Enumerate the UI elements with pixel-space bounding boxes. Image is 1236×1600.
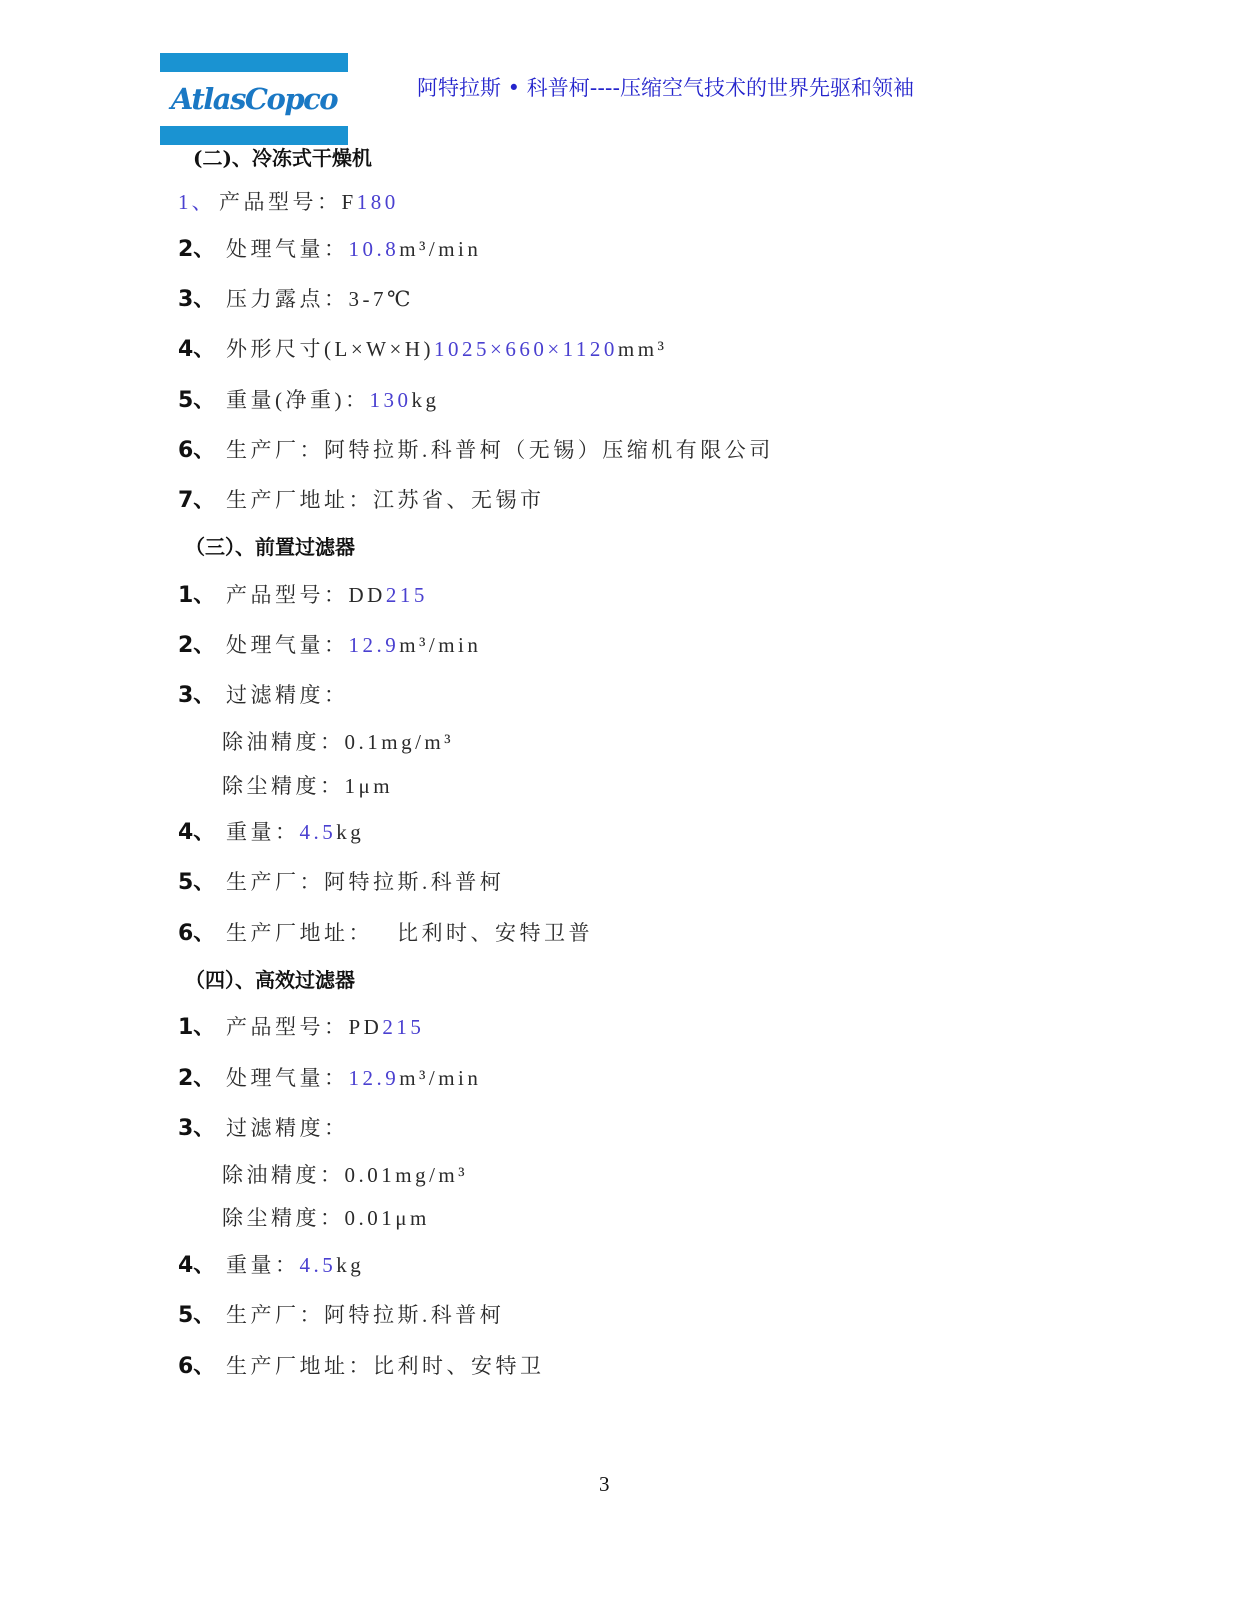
spec-line-filtration-precision <box>178 1114 349 1142</box>
spec-subline-oil-removal <box>222 1161 468 1189</box>
item-value: PD <box>348 1015 383 1039</box>
item-label: 生产厂地址： <box>226 921 373 945</box>
item-label: 重量： <box>226 1253 300 1277</box>
spec-line-weight <box>178 818 364 846</box>
item-number: 2、 <box>178 237 216 262</box>
item-number: 6、 <box>178 1354 216 1379</box>
item-label: 处理气量： <box>226 1066 349 1090</box>
item-value: 3-7℃ <box>348 287 414 311</box>
item-label: 重量： <box>226 820 300 844</box>
spec-line-model <box>178 1013 424 1041</box>
item-label: 除油精度： <box>222 1163 345 1187</box>
item-unit: m³/min <box>399 1066 482 1090</box>
item-label: 过滤精度： <box>226 1116 349 1140</box>
item-unit: m³/min <box>399 237 482 261</box>
section-title-pre-filter: （三）、前置过滤器 <box>185 535 355 559</box>
item-label: 处理气量： <box>226 237 349 261</box>
spec-line-manufacturer <box>178 868 504 896</box>
item-number: 2、 <box>178 1066 216 1091</box>
item-label: 重量(净重)： <box>226 388 370 412</box>
item-label: 产品型号： <box>226 1015 349 1039</box>
item-number: 5、 <box>178 870 216 895</box>
spec-line-filtration-precision <box>178 681 349 709</box>
item-value: 1μm <box>344 774 394 798</box>
item-number: 5、 <box>178 388 216 413</box>
spec-line-model <box>178 188 399 216</box>
spec-line-manufacturer-address <box>178 486 545 514</box>
item-label: 生产厂地址：比利时、安特卫 <box>226 1354 545 1378</box>
item-value: DD <box>348 583 386 607</box>
item-label: 过滤精度： <box>226 683 349 707</box>
item-number: 1、 <box>178 583 216 608</box>
page-number: 3 <box>599 1472 610 1496</box>
item-label: 生产厂：阿特拉斯.科普柯 <box>226 1303 505 1327</box>
item-number: 3、 <box>178 1116 216 1141</box>
item-unit: kg <box>411 388 440 412</box>
item-unit: kg <box>336 820 365 844</box>
item-label: 生产厂：阿特拉斯.科普柯（无锡）压缩机有限公司 <box>226 438 774 462</box>
logo-wordmark: AtlasCopco <box>170 82 338 116</box>
section-title-high-efficiency-filter: （四）、高效过滤器 <box>185 968 355 992</box>
logo-bottom-bar <box>160 126 348 145</box>
item-label: 外形尺寸(L×W×H) <box>226 337 434 361</box>
item-number: 3、 <box>178 287 216 312</box>
item-label: 压力露点： <box>226 287 349 311</box>
logo-top-bar <box>160 53 348 72</box>
header-tagline: 阿特拉斯 • 科普柯----压缩空气技术的世界先驱和领袖 <box>417 76 915 100</box>
spec-line-air-flow <box>178 1064 481 1092</box>
spec-line-weight <box>178 386 440 414</box>
item-label: 除尘精度： <box>222 1206 345 1230</box>
item-number: 4、 <box>178 337 216 362</box>
item-number: 6、 <box>178 438 216 463</box>
item-label: 产品型号： <box>226 583 349 607</box>
item-label: 产品型号： <box>219 190 342 214</box>
item-value: F <box>341 190 357 214</box>
item-value-accent: 130 <box>369 388 412 412</box>
item-value-accent: 10.8 <box>348 237 400 261</box>
item-value: 比利时、安特卫普 <box>397 921 593 945</box>
item-value-accent: 215 <box>385 583 428 607</box>
item-value: 0.01mg/m³ <box>344 1163 469 1187</box>
item-number: 2、 <box>178 633 216 658</box>
atlas-copco-logo <box>160 53 348 145</box>
item-value-accent: 4.5 <box>299 1253 337 1277</box>
spec-line-dew-point <box>178 285 414 313</box>
item-unit: m³/min <box>399 633 482 657</box>
item-number: 1、 <box>178 1015 216 1040</box>
item-value: 0.01μm <box>344 1206 430 1230</box>
spec-line-manufacturer-address <box>178 919 593 947</box>
item-value-accent: 12.9 <box>348 633 400 657</box>
item-number: 4、 <box>178 820 216 845</box>
item-label: 除尘精度： <box>222 774 345 798</box>
item-value-accent: 215 <box>382 1015 425 1039</box>
item-number: 4、 <box>178 1253 216 1278</box>
spec-line-manufacturer <box>178 1301 504 1329</box>
item-label: 处理气量： <box>226 633 349 657</box>
item-number: 6、 <box>178 921 216 946</box>
item-value-accent: 12.9 <box>348 1066 400 1090</box>
item-number: 3、 <box>178 683 216 708</box>
section-title-refrigerated-dryer: (二)、冷冻式干燥机 <box>193 146 372 170</box>
item-number: 1、 <box>178 190 216 214</box>
item-label: 生产厂地址：江苏省、无锡市 <box>226 488 545 512</box>
item-number: 5、 <box>178 1303 216 1328</box>
item-unit: kg <box>336 1253 365 1277</box>
item-value-accent: 4.5 <box>299 820 337 844</box>
spec-line-manufacturer-address <box>178 1352 545 1380</box>
spec-line-dimensions <box>178 335 667 363</box>
item-label: 生产厂：阿特拉斯.科普柯 <box>226 870 505 894</box>
item-value: 0.1mg/m³ <box>344 730 455 754</box>
spec-line-air-flow <box>178 235 481 263</box>
spec-line-model <box>178 581 428 609</box>
item-value-accent: 180 <box>356 190 399 214</box>
item-label: 除油精度： <box>222 730 345 754</box>
spec-line-manufacturer <box>178 436 774 464</box>
item-value-accent: 1025×660×1120 <box>434 337 618 361</box>
spec-subline-dust-removal <box>222 1204 430 1232</box>
spec-subline-oil-removal <box>222 728 454 756</box>
spec-line-weight <box>178 1251 364 1279</box>
spec-subline-dust-removal <box>222 772 393 800</box>
spec-line-air-flow <box>178 631 481 659</box>
item-number: 7、 <box>178 488 216 513</box>
item-unit: mm³ <box>617 337 668 361</box>
